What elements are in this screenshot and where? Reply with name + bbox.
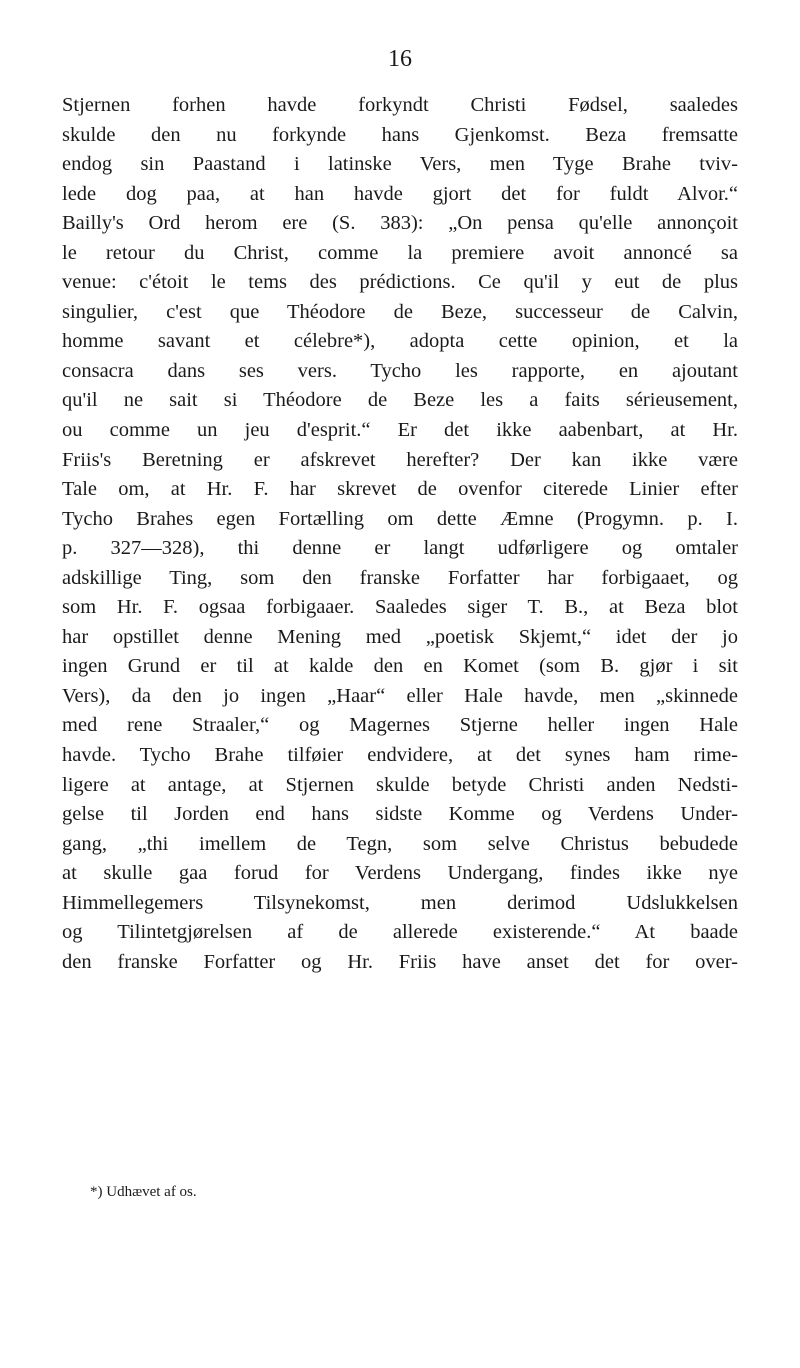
text-line: Vers), da den jo ingen „Haar“ eller Hale havde, men „skinnede [62, 684, 738, 707]
text-line: p. 327—328), thi denne er langt udførligere og omtaler [62, 537, 738, 560]
text-line: qu'il ne sait si Théodore de Beze les a faits sérieusement, [62, 389, 738, 412]
text-line: har opstillet denne Mening med „poetisk Skjemt,“ idet der jo [62, 625, 738, 648]
text-line: ligere at antage, at Stjernen skulde betyde Christi anden Nedsti- [62, 773, 738, 796]
text-line: Tycho Brahes egen Fortælling om dette Æmne (Progymn. p. I. [62, 507, 738, 530]
text-line: gang, „thi imellem de Tegn, som selve Christus bebudede [62, 832, 738, 855]
body-text [62, 91, 738, 977]
text-line: singulier, c'est que Théodore de Beze, successeur de Calvin, [62, 300, 738, 323]
text-line: ingen Grund er til at kalde den en Komet (som B. gjør i sit [62, 655, 738, 678]
text-line: venue: c'étoit le tems des prédictions. Ce qu'il y eut de plus [62, 271, 738, 294]
page-number: 16 [388, 46, 412, 72]
text-line: den franske Forfatter og Hr. Friis have anset det for over- [62, 950, 738, 973]
footnote: *) Udhævet af os. [90, 1184, 197, 1200]
text-line: Stjernen forhen havde forkyndt Christi Fødsel, saaledes [62, 94, 738, 116]
text-line: og Tilintetgjørelsen af de allerede existerende.“ At baade [62, 921, 738, 944]
text-line: endog sin Paastand i latinske Vers, men Tyge Brahe tviv- [62, 153, 738, 176]
text-line: Bailly's Ord herom ere (S. 383): „On pensa qu'elle annonçoit [62, 212, 738, 235]
text-line: Tale om, at Hr. F. har skrevet de ovenfor citerede Linier efter [62, 478, 738, 501]
text-line: at skulle gaa forud for Verdens Undergang, findes ikke nye [62, 862, 738, 885]
text-line: lede dog paa, at han havde gjort det for fuldt Alvor.“ [62, 182, 738, 205]
text-line: adskillige Ting, som den franske Forfatter har forbigaaet, og [62, 566, 738, 589]
text-line: ou comme un jeu d'esprit.“ Er det ikke aabenbart, at Hr. [62, 419, 738, 442]
text-line: Himmellegemers Tilsynekomst, men derimod Udslukkelsen [62, 891, 738, 914]
text-line: homme savant et célebre*), adopta cette opinion, et la [62, 330, 738, 353]
text-line: gelse til Jorden end hans sidste Komme og Verdens Under- [62, 803, 738, 826]
text-line: skulde den nu forkynde hans Gjenkomst. Beza fremsatte [62, 123, 738, 146]
text-line: le retour du Christ, comme la premiere avoit annoncé sa [62, 241, 738, 264]
text-line: som Hr. F. ogsaa forbigaaer. Saaledes siger T. B., at Beza blot [62, 596, 738, 619]
text-line: med rene Straaler,“ og Magernes Stjerne heller ingen Hale [62, 714, 738, 737]
text-line: havde. Tycho Brahe tilføier endvidere, at det synes ham rime- [62, 744, 738, 767]
text-line: Friis's Beretning er afskrevet herefter? Der kan ikke være [62, 448, 738, 471]
text-line: consacra dans ses vers. Tycho les rapporte, en ajoutant [62, 359, 738, 382]
